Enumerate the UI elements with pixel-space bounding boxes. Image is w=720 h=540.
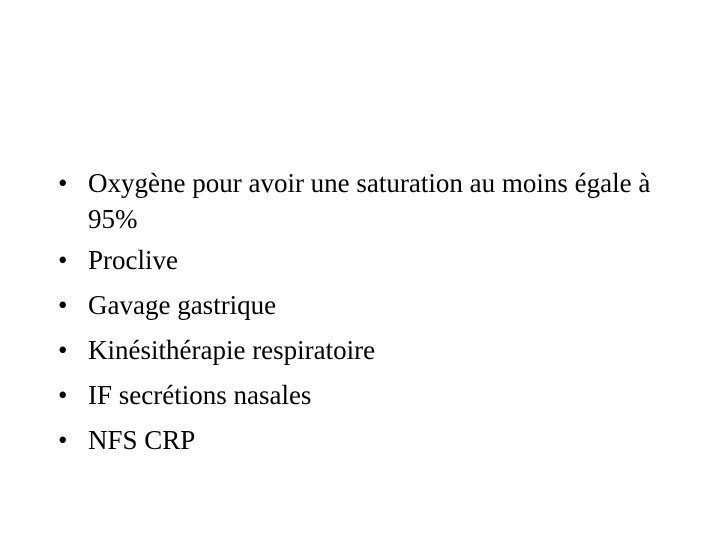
bullet-marker: • bbox=[58, 290, 68, 320]
bullet-marker: • bbox=[58, 168, 68, 198]
bullet-text: IF secrétions nasales bbox=[88, 380, 312, 410]
bullet-item-proclive bbox=[58, 242, 668, 278]
bullet-text: Kinésithérapie respiratoire bbox=[88, 335, 376, 365]
bullet-text: NFS CRP bbox=[88, 425, 196, 455]
bullet-item-gavage bbox=[58, 287, 668, 323]
bullet-item-nfs-crp bbox=[58, 422, 668, 458]
bullet-marker: • bbox=[58, 245, 68, 275]
bullet-marker: • bbox=[58, 425, 68, 455]
bullet-item-if-secretions bbox=[58, 377, 668, 413]
bullet-text: Oxygène pour avoir une saturation au moins égale à 95% bbox=[88, 168, 651, 234]
bullet-item-kinesitherapie bbox=[58, 332, 668, 368]
bullet-text: Gavage gastrique bbox=[88, 290, 277, 320]
bullet-list bbox=[58, 165, 668, 458]
bullet-item-oxygene bbox=[58, 165, 668, 237]
bullet-marker: • bbox=[58, 380, 68, 410]
bullet-text: Proclive bbox=[88, 245, 178, 275]
bullet-marker: • bbox=[58, 335, 68, 365]
